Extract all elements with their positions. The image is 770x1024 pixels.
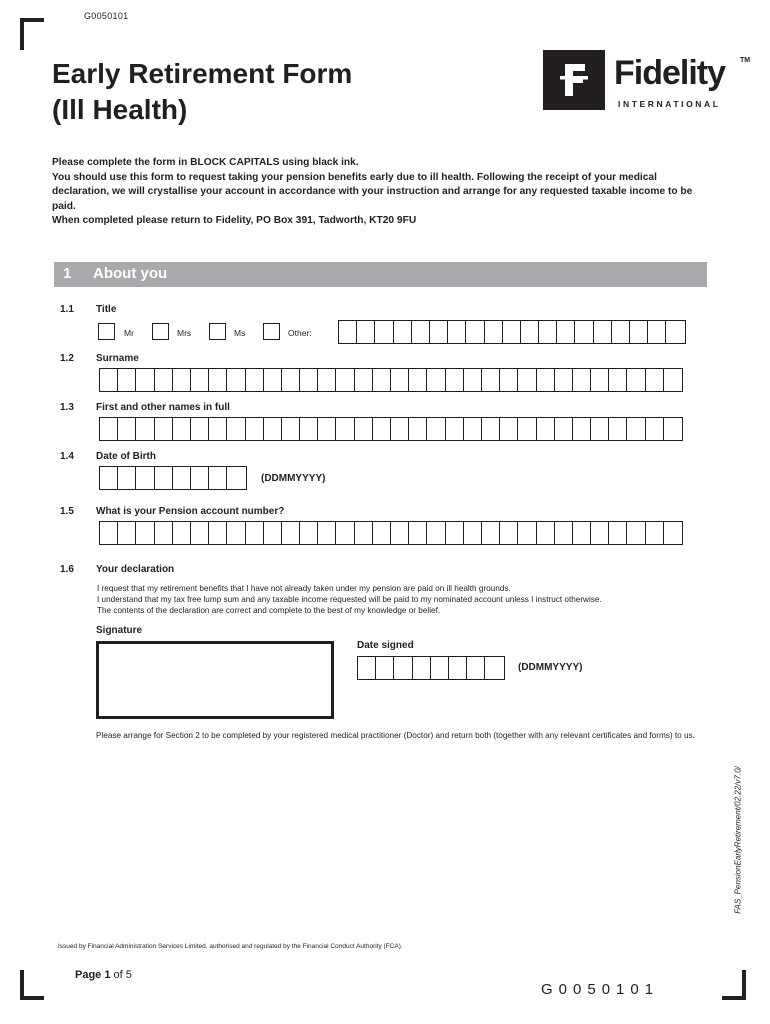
question-1-1-label: Title bbox=[96, 304, 117, 315]
date-signed-format-hint: (DDMMYYYY) bbox=[518, 662, 583, 673]
first-names-input[interactable] bbox=[99, 417, 683, 441]
question-1-2-number: 1.2 bbox=[60, 353, 74, 364]
page-current: Page 1 bbox=[75, 969, 111, 981]
title-other-checkbox[interactable] bbox=[263, 323, 280, 340]
question-1-6-label: Your declaration bbox=[96, 564, 175, 575]
title-mr-label: Mr bbox=[124, 328, 134, 338]
fidelity-logo-mark-icon bbox=[543, 50, 605, 110]
title-line-2: (Ill Health) bbox=[52, 94, 188, 125]
question-1-5-label: What is your Pension account number? bbox=[96, 506, 285, 517]
declaration-line-1: I request that my retirement benefits that I have not already taken under my pension are paid on ill health grounds. bbox=[97, 584, 511, 593]
question-1-6-number: 1.6 bbox=[60, 564, 74, 575]
title-mrs-checkbox[interactable] bbox=[152, 323, 169, 340]
question-1-5-number: 1.5 bbox=[60, 506, 74, 517]
declaration-text bbox=[97, 584, 717, 616]
declaration-line-3: The contents of the declaration are correct and complete to the best of my knowledge or belief. bbox=[97, 605, 441, 615]
doc-code-bottom: G0050101 bbox=[541, 981, 660, 998]
intro-line-1: Please complete the form in BLOCK CAPITALS using black ink. bbox=[52, 157, 359, 168]
date-signed-input[interactable] bbox=[357, 656, 505, 680]
question-1-4-label: Date of Birth bbox=[96, 451, 156, 462]
signature-label: Signature bbox=[96, 625, 143, 636]
title-line-1: Early Retirement Form bbox=[52, 58, 353, 89]
section-number: 1 bbox=[63, 265, 72, 282]
title-ms-label: Ms bbox=[234, 328, 246, 338]
logo-subtitle: INTERNATIONAL bbox=[618, 99, 721, 109]
question-1-4-number: 1.4 bbox=[60, 451, 74, 462]
title-other-input[interactable] bbox=[338, 320, 686, 344]
question-1-1-number: 1.1 bbox=[60, 304, 74, 315]
logo-wordmark: Fidelity bbox=[614, 54, 726, 92]
section-2-note: Please arrange for Section 2 to be completed by your registered medical practitioner (Doctor) and return both (together with any relevant certificates and forms) to us. bbox=[96, 731, 695, 740]
title-mrs-label: Mrs bbox=[177, 328, 192, 338]
corner-mark-top-left bbox=[20, 18, 44, 50]
intro-line-3: When completed please return to Fidelity, PO Box 391, Tadworth, KT20 9FU bbox=[52, 215, 417, 226]
section-1-header bbox=[54, 262, 707, 287]
corner-mark-bottom-left bbox=[20, 970, 44, 1000]
dob-format-hint: (DDMMYYYY) bbox=[261, 473, 326, 484]
pension-account-number-input[interactable] bbox=[99, 521, 683, 545]
signature-box[interactable] bbox=[96, 641, 334, 719]
form-reference-vertical: FAS_PensionEarlyRetirement/02.22/v7.0/ bbox=[733, 766, 743, 914]
page-number bbox=[75, 969, 132, 981]
title-ms-checkbox[interactable] bbox=[209, 323, 226, 340]
regulatory-footer: Issued by Financial Administration Services Limited, authorised and regulated by the Financial Conduct Authority (FCA). bbox=[58, 943, 403, 950]
page-total: of 5 bbox=[110, 969, 132, 981]
title-other-label: Other: bbox=[288, 328, 312, 338]
intro-line-2: You should use this form to request taking your pension benefits early due to ill health. Following the receipt of your medical declaration, we will crystallise your account in accordance with your instruction and arrange for any requested taxable income to be paid. bbox=[52, 171, 693, 212]
page-title bbox=[52, 56, 352, 128]
question-1-3-number: 1.3 bbox=[60, 402, 74, 413]
surname-input[interactable] bbox=[99, 368, 683, 392]
corner-mark-bottom-right bbox=[722, 970, 746, 1000]
date-signed-label: Date signed bbox=[357, 640, 414, 651]
declaration-line-2: I understand that my tax free lump sum and any taxable income requested will be paid to my nominated account unless I instruct otherwise. bbox=[97, 594, 602, 604]
date-of-birth-input[interactable] bbox=[99, 466, 247, 490]
question-1-2-label: Surname bbox=[96, 353, 139, 364]
doc-code-top: G0050101 bbox=[84, 11, 129, 21]
section-title: About you bbox=[93, 265, 168, 282]
intro-instructions bbox=[52, 156, 712, 229]
title-mr-checkbox[interactable] bbox=[98, 323, 115, 340]
logo-trademark: TM bbox=[740, 57, 751, 64]
question-1-3-label: First and other names in full bbox=[96, 402, 230, 413]
